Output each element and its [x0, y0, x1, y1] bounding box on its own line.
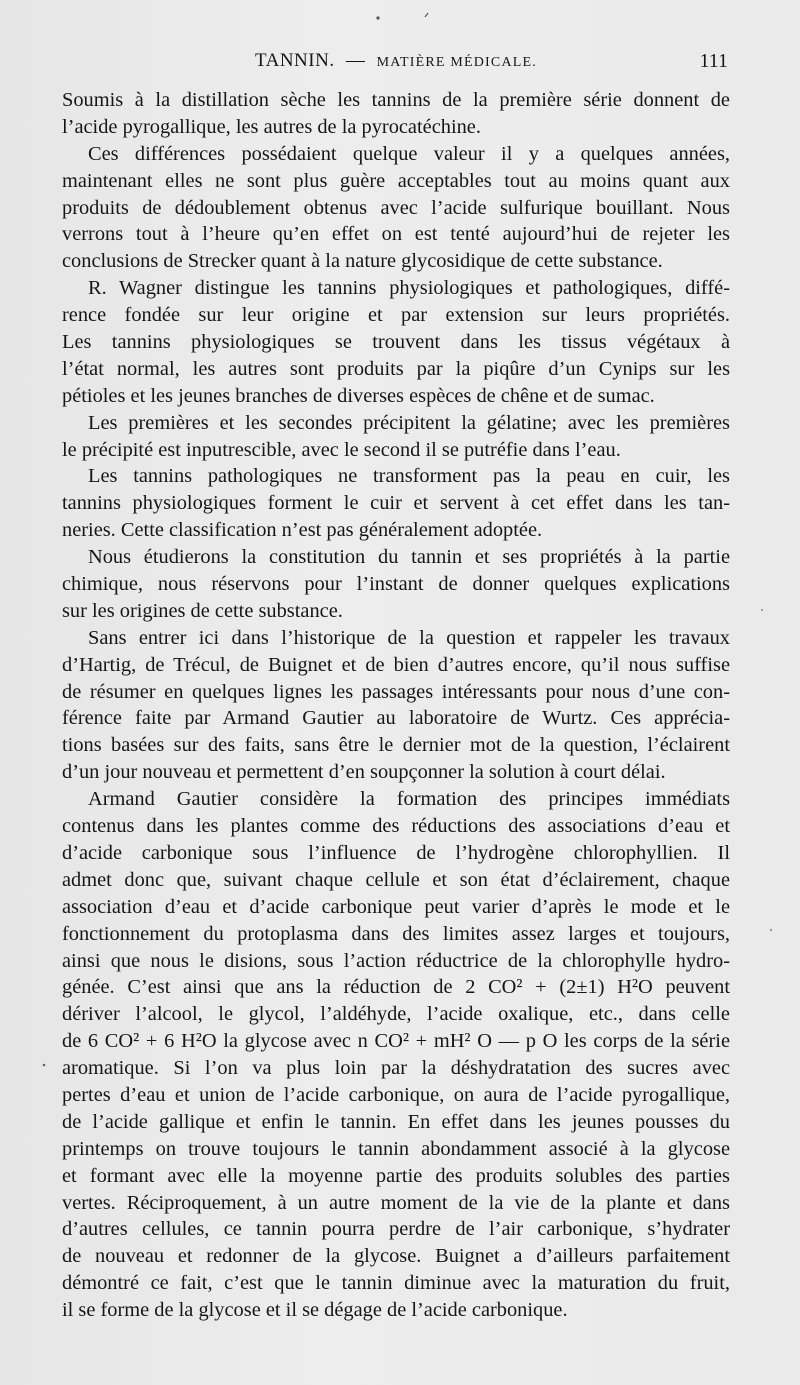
text-line: sur les origines de cette substance. [62, 599, 343, 622]
text-line: Ces différences possédaient quelque valeur il y a quelques années, [88, 142, 730, 165]
text-line: contenus dans les plantes comme des réductions des associations d’eau et [62, 815, 730, 838]
text-line: neries. Cette classification n’est pas généralement adoptée. [62, 519, 543, 542]
text-line: il se forme de la glycose et il se dégage de l’acide carbonique. [62, 1299, 568, 1322]
text-line: férence faite par Armand Gautier au laboratoire de Wurtz. Ces apprécia- [62, 707, 730, 730]
text-line: produits de dédoublement obtenus avec l’acide sulfurique bouillant. Nous [62, 196, 730, 219]
text-line: Nous étudierons la constitution du tannin et ses propriétés à la partie [88, 546, 730, 569]
text-line: génée. C’est ainsi que ans la réduction de 2 CO² + (2±1) H²O peuvent [62, 976, 730, 999]
text-line: tannins physiologiques forment le cuir et servent à cet effet dans les tan- [62, 492, 730, 515]
text-line: tions basées sur des faits, sans être le dernier mot de la question, l’éclairent [62, 734, 730, 757]
text-line: vertes. Réciproquement, à un autre moment de la vie de la plante et dans [62, 1191, 730, 1214]
text-line: d’Hartig, de Trécul, de Buignet et de bien d’autres encore, qu’il nous suffise [62, 653, 730, 676]
text-line: Les tannins pathologiques ne transforment pas la peau en cuir, les [88, 465, 730, 488]
text-line: de l’acide gallique et enfin le tannin. En effet dans les jeunes pousses du [62, 1110, 730, 1133]
text-line: Armand Gautier considère la formation des principes immédiats [88, 788, 730, 811]
running-title [62, 50, 730, 72]
running-title-main: TANNIN. [255, 50, 335, 71]
bottom-margin [0, 1355, 800, 1385]
page-header [62, 50, 730, 76]
text-line: de résumer en quelques lignes les passages intéressants pour nous d’une con- [62, 680, 730, 703]
text-line: Soumis à la distillation sèche les tannins de la première série donnent de [62, 89, 730, 111]
text-line: association d’eau et d’acide carbonique peut varier d’après le mode et le [62, 895, 730, 918]
running-title-subtitle: MATIÈRE MÉDICALE. [376, 55, 537, 70]
text-line: Sans entrer ici dans l’historique de la question et rappeler les travaux [88, 626, 730, 649]
text-line: démontré ce fait, c’est que le tannin diminue avec la maturation du fruit, [62, 1272, 730, 1295]
text-line: d’autres cellules, ce tannin pourra perdre de l’air carbonique, s’hydrater [62, 1218, 730, 1241]
text-line: l’acide pyrogallique, les autres de la pyrocatéchine. [62, 115, 481, 138]
text-line: pertes d’eau et union de l’acide carbonique, on aura de l’acide pyrogallique, [62, 1083, 730, 1106]
text-line: le précipité est inputrescible, avec le second il se putréfie dans l’eau. [62, 438, 621, 461]
running-title-dash: — [345, 50, 366, 71]
text-line: aromatique. Si l’on va plus loin par la déshydratation des sucres avec [62, 1057, 730, 1080]
text-line: l’état normal, les autres sont produits par la piqûre d’un Cynips sur les [62, 357, 730, 380]
page-number: 111 [699, 50, 728, 72]
text-line: printemps on trouve toujours le tannin abondamment associé à la glycose [62, 1137, 730, 1160]
text-line: et formant avec elle la moyenne partie des produits solubles des parties [62, 1164, 730, 1187]
text-line: conclusions de Strecker quant à la nature glycosidique de cette substance. [62, 250, 663, 273]
text-line: chimique, nous réservons pour l’instant de donner quelques explications [62, 573, 730, 596]
text-line: d’acide carbonique sous l’influence de l’hydrogène chlorophyllien. Il [62, 841, 730, 864]
text-line: dériver l’alcool, le glycol, l’aldéhyde, l’acide oxalique, etc., dans celle [62, 1003, 730, 1026]
text-line: pétioles et les jeunes branches de diverses espèces de chêne et de sumac. [62, 384, 655, 407]
text-line: R. Wagner distingue les tannins physiologiques et pathologiques, diffé- [88, 277, 730, 300]
text-line: de nouveau et redonner de la glycose. Buignet a d’ailleurs parfaitement [62, 1245, 730, 1268]
text-line: maintenant elles ne sont plus guère acceptables tout au moins quant aux [62, 169, 730, 192]
text-line: admet donc que, suivant chaque cellule et son état d’éclairement, chaque [62, 868, 730, 891]
text-line: d’un jour nouveau et permettent d’en soupçonner la solution à court délai. [62, 761, 666, 784]
body-text [62, 87, 730, 1324]
text-line: Les tannins physiologiques se trouvent dans les tissus végétaux à [62, 331, 730, 354]
text-line: de 6 CO² + 6 H²O la glycose avec n CO² + mH² O — p O les corps de la série [62, 1030, 730, 1053]
text-line: Les premières et les secondes précipitent la gélatine; avec les premières [88, 411, 730, 434]
text-line: rence fondée sur leur origine et par extension sur leurs propriétés. [62, 304, 730, 327]
text-line: fonctionnement du protoplasma dans des limites assez larges et toujours, [62, 922, 730, 945]
text-line: ainsi que nous le disions, sous l’action réductrice de la chlorophylle hydro- [62, 949, 730, 972]
text-line: verrons tout à l’heure qu’en effet on est tenté aujourd’hui de rejeter les [62, 223, 730, 246]
